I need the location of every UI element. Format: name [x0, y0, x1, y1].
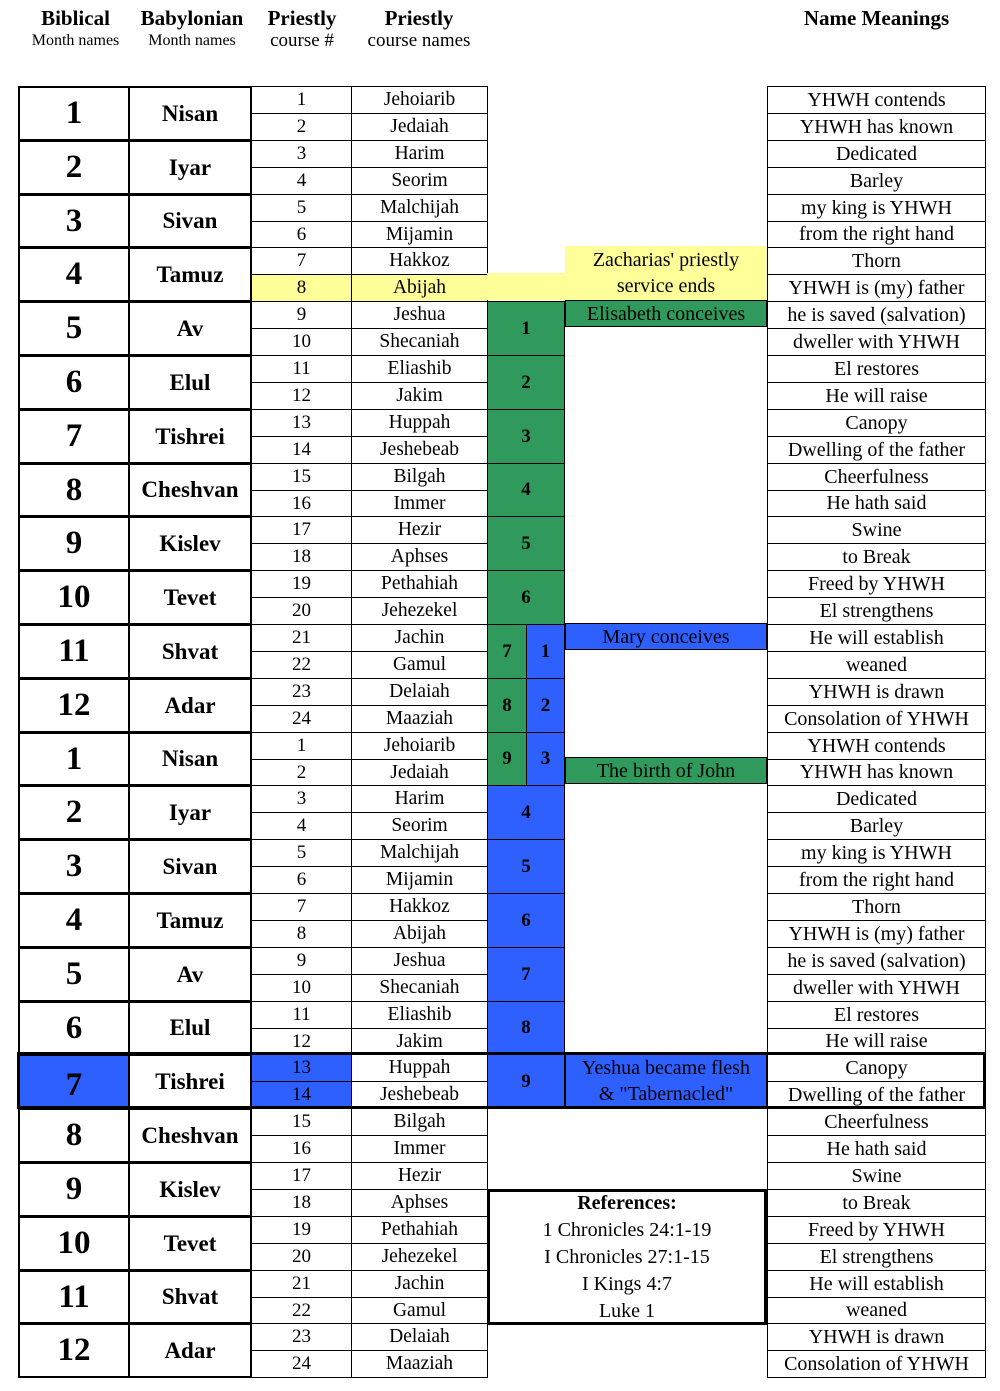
name-meaning: Consolation of YHWH [767, 705, 986, 733]
course-name: Huppah [351, 409, 488, 437]
name-meaning: YHWH is (my) father [767, 920, 986, 948]
course-number: 23 [251, 678, 352, 706]
course-number: 20 [251, 1243, 352, 1271]
month-name: Iyar [128, 785, 252, 840]
month-name: Cheshvan [128, 463, 252, 517]
course-name: Jehezekel [351, 597, 488, 625]
course-name: Immer [351, 490, 488, 517]
header-course-number-title: Priestly [267, 6, 337, 30]
name-meaning: to Break [767, 543, 986, 571]
course-name: Eliashib [351, 1001, 488, 1029]
course-number: 17 [251, 1162, 352, 1190]
header-meanings [767, 6, 986, 30]
mary-month-badge: 1 [526, 624, 565, 679]
header-course-name-title: Priestly [384, 6, 454, 30]
course-number: 18 [251, 543, 352, 571]
month-number: 3 [18, 194, 130, 248]
month-number: 4 [18, 893, 130, 948]
course-number: 12 [251, 382, 352, 410]
month-name: Adar [128, 678, 252, 733]
month-number: 10 [18, 570, 130, 625]
references-box [487, 1189, 767, 1325]
name-meaning: El restores [767, 355, 986, 383]
month-number: 9 [18, 1162, 130, 1217]
course-number: 10 [251, 974, 352, 1002]
name-meaning: YHWH is (my) father [767, 274, 986, 302]
course-number: 21 [251, 624, 352, 652]
name-meaning: Swine [767, 1162, 986, 1190]
name-meaning: Cheerfulness [767, 1108, 986, 1136]
name-meaning: He hath said [767, 490, 986, 517]
course-number: 2 [251, 113, 352, 141]
name-meaning: YHWH contends [767, 86, 986, 114]
month-name: Tamuz [128, 893, 252, 948]
course-number: 21 [251, 1270, 352, 1298]
name-meaning: El strengthens [767, 1243, 986, 1271]
course-number: 7 [251, 247, 352, 275]
month-name: Kislev [128, 1162, 252, 1217]
course-name: Bilgah [351, 1108, 488, 1136]
name-meaning: from the right hand [767, 866, 986, 894]
course-number: 4 [251, 812, 352, 840]
name-meaning: He will establish [767, 1270, 986, 1298]
course-number: 8 [251, 274, 352, 302]
name-meaning: from the right hand [767, 221, 986, 248]
elisabeth-month-badge: 7 [487, 624, 527, 679]
course-name: Malchijah [351, 194, 488, 222]
header-babylonian-sub: Month names [148, 32, 236, 49]
course-name: Aphses [351, 543, 488, 571]
month-number: 8 [18, 463, 130, 517]
course-number: 6 [251, 221, 352, 248]
elisabeth-month-badge: 5 [487, 516, 565, 571]
course-number: 19 [251, 1216, 352, 1244]
month-name: Sivan [128, 839, 252, 894]
name-meaning: Freed by YHWH [767, 1216, 986, 1244]
month-name: Av [128, 947, 252, 1002]
header-biblical-sub: Month names [31, 32, 120, 49]
birth-of-john-note: The birth of John [565, 757, 767, 784]
yeshua-note-line2: & "Tabernacled" [598, 1083, 734, 1105]
name-meaning: He will raise [767, 382, 986, 410]
month-number: 7 [18, 1054, 130, 1109]
month-name: Tishrei [128, 1054, 252, 1109]
mary-month-badge: 7 [487, 947, 565, 1002]
month-name: Tamuz [128, 247, 252, 302]
zacharias-service-note [565, 246, 767, 300]
mary-month-badge: 4 [487, 785, 565, 840]
month-name: Cheshvan [128, 1108, 252, 1163]
month-number: 11 [18, 1270, 130, 1324]
course-name: Eliashib [351, 355, 488, 383]
elisabeth-month-badge: 2 [487, 355, 565, 410]
course-number: 20 [251, 597, 352, 625]
elisabeth-month-badge: 8 [487, 678, 527, 733]
header-biblical [18, 6, 133, 52]
reference-item: 1 Chronicles 24:1-19 [542, 1218, 712, 1241]
course-number: 19 [251, 570, 352, 598]
month-number: 9 [18, 516, 130, 571]
name-meaning: Freed by YHWH [767, 570, 986, 598]
month-name: Nisan [128, 86, 252, 141]
yeshua-tabernacled-note [565, 1054, 767, 1108]
mary-month-badge: 6 [487, 893, 565, 948]
abijah-highlight-bridge [487, 273, 565, 300]
month-name: Nisan [128, 732, 252, 786]
course-number: 13 [251, 1054, 352, 1082]
course-name: Hezir [351, 1162, 488, 1190]
course-number: 3 [251, 140, 352, 168]
course-name: Jeshua [351, 301, 488, 329]
course-name: Jehoiarib [351, 732, 488, 760]
course-number: 11 [251, 355, 352, 383]
course-number: 4 [251, 167, 352, 195]
month-number: 12 [18, 678, 130, 733]
name-meaning: Thorn [767, 893, 986, 921]
mary-month-badge: 9 [487, 1054, 565, 1109]
name-meaning: Consolation of YHWH [767, 1350, 986, 1378]
mary-month-badge: 3 [526, 732, 565, 786]
course-name: Bilgah [351, 463, 488, 491]
course-name: Hezir [351, 516, 488, 544]
month-number: 8 [18, 1108, 130, 1163]
course-number: 5 [251, 194, 352, 222]
course-number: 14 [251, 1081, 352, 1109]
name-meaning: Dwelling of the father [767, 1081, 986, 1109]
course-name: Jeshebeab [351, 1081, 488, 1109]
course-number: 9 [251, 947, 352, 975]
header-babylonian [133, 6, 251, 52]
name-meaning: El restores [767, 1001, 986, 1029]
name-meaning: El strengthens [767, 597, 986, 625]
course-name: Jehezekel [351, 1243, 488, 1271]
course-name: Harim [351, 140, 488, 168]
course-name: Hakkoz [351, 247, 488, 275]
month-number: 7 [18, 409, 130, 464]
course-name: Pethahiah [351, 1216, 488, 1244]
name-meaning: Dedicated [767, 140, 986, 168]
reference-item: I Chronicles 27:1-15 [544, 1245, 710, 1268]
course-number: 3 [251, 785, 352, 813]
name-meaning: YHWH is drawn [767, 678, 986, 706]
name-meaning: my king is YHWH [767, 839, 986, 867]
course-number: 15 [251, 463, 352, 491]
course-name: Abijah [351, 274, 488, 302]
course-number: 24 [251, 705, 352, 733]
month-number: 1 [18, 732, 130, 786]
month-name: Av [128, 301, 252, 356]
mary-month-badge: 8 [487, 1001, 565, 1055]
course-name: Gamul [351, 651, 488, 679]
course-name: Jedaiah [351, 759, 488, 786]
name-meaning: Barley [767, 812, 986, 840]
name-meaning: Thorn [767, 247, 986, 275]
mary-month-badge: 2 [526, 678, 565, 733]
elisabeth-month-badge: 9 [487, 732, 527, 786]
course-number: 1 [251, 732, 352, 760]
course-number: 8 [251, 920, 352, 948]
course-name: Huppah [351, 1054, 488, 1082]
header-course-name-sub: course names [367, 30, 471, 51]
name-meaning: weaned [767, 1297, 986, 1324]
course-name: Abijah [351, 920, 488, 948]
reference-item: Luke 1 [598, 1299, 656, 1322]
course-name: Malchijah [351, 839, 488, 867]
course-name: Shecaniah [351, 974, 488, 1002]
month-number: 2 [18, 785, 130, 840]
yeshua-note-line1: Yeshua became flesh [582, 1057, 750, 1079]
name-meaning: dweller with YHWH [767, 328, 986, 356]
course-number: 15 [251, 1108, 352, 1136]
course-number: 18 [251, 1189, 352, 1217]
zacharias-note-line2: service ends [616, 275, 716, 297]
course-number: 10 [251, 328, 352, 356]
elisabeth-month-badge: 4 [487, 463, 565, 517]
name-meaning: YHWH contends [767, 732, 986, 760]
month-name: Kislev [128, 516, 252, 571]
name-meaning: my king is YHWH [767, 194, 986, 222]
month-name: Shvat [128, 624, 252, 679]
course-name: Jachin [351, 624, 488, 652]
course-name: Immer [351, 1135, 488, 1163]
header-babylonian-title: Babylonian [140, 6, 244, 30]
course-name: Hakkoz [351, 893, 488, 921]
course-number: 9 [251, 301, 352, 329]
course-number: 6 [251, 866, 352, 894]
name-meaning: Cheerfulness [767, 463, 986, 491]
name-meaning: dweller with YHWH [767, 974, 986, 1002]
month-name: Sivan [128, 194, 252, 248]
course-name: Maaziah [351, 705, 488, 733]
name-meaning: he is saved (salvation) [767, 947, 986, 975]
course-number: 12 [251, 1028, 352, 1055]
course-name: Harim [351, 785, 488, 813]
course-number: 14 [251, 436, 352, 464]
course-name: Jeshebeab [351, 436, 488, 464]
name-meaning: Dedicated [767, 785, 986, 813]
month-number: 4 [18, 247, 130, 302]
course-name: Jedaiah [351, 113, 488, 141]
header-course-number [251, 6, 353, 52]
name-meaning: YHWH is drawn [767, 1323, 986, 1351]
course-name: Jehoiarib [351, 86, 488, 114]
name-meaning: Canopy [767, 409, 986, 437]
name-meaning: He hath said [767, 1135, 986, 1163]
month-number: 3 [18, 839, 130, 894]
name-meaning: He will establish [767, 624, 986, 652]
references-title: References: [577, 1191, 677, 1214]
header-course-name [351, 6, 487, 52]
elisabeth-month-badge: 6 [487, 570, 565, 625]
course-number: 16 [251, 490, 352, 517]
name-meaning: to Break [767, 1189, 986, 1217]
course-number: 11 [251, 1001, 352, 1029]
reference-item: I Kings 4:7 [582, 1272, 672, 1295]
name-meaning: YHWH has known [767, 759, 986, 786]
course-name: Seorim [351, 167, 488, 195]
course-name: Maaziah [351, 1350, 488, 1378]
course-name: Gamul [351, 1297, 488, 1324]
course-number: 17 [251, 516, 352, 544]
month-name: Iyar [128, 140, 252, 195]
course-number: 24 [251, 1350, 352, 1378]
name-meaning: Canopy [767, 1054, 986, 1082]
course-name: Jeshua [351, 947, 488, 975]
name-meaning: He will raise [767, 1028, 986, 1055]
course-name: Mijamin [351, 221, 488, 248]
course-name: Jakim [351, 382, 488, 410]
course-name: Aphses [351, 1189, 488, 1217]
course-number: 1 [251, 86, 352, 114]
header-biblical-title: Biblical [41, 6, 110, 30]
header-meanings-title: Name Meanings [803, 6, 950, 30]
course-name: Delaiah [351, 678, 488, 706]
course-number: 22 [251, 1297, 352, 1324]
month-name: Elul [128, 1001, 252, 1055]
month-name: Tevet [128, 570, 252, 625]
month-name: Adar [128, 1323, 252, 1378]
name-meaning: YHWH has known [767, 113, 986, 141]
name-meaning: Barley [767, 167, 986, 195]
course-name: Jakim [351, 1028, 488, 1055]
course-name: Pethahiah [351, 570, 488, 598]
name-meaning: he is saved (salvation) [767, 301, 986, 329]
mary-month-badge: 5 [487, 839, 565, 894]
month-number: 6 [18, 355, 130, 410]
course-number: 13 [251, 409, 352, 437]
month-number: 1 [18, 86, 130, 141]
month-number: 5 [18, 947, 130, 1002]
course-name: Jachin [351, 1270, 488, 1298]
course-number: 7 [251, 893, 352, 921]
month-number: 2 [18, 140, 130, 195]
course-number: 16 [251, 1135, 352, 1163]
month-number: 5 [18, 301, 130, 356]
course-name: Mijamin [351, 866, 488, 894]
month-name: Elul [128, 355, 252, 410]
header-course-number-sub: course # [270, 30, 334, 51]
month-number: 12 [18, 1323, 130, 1378]
course-number: 2 [251, 759, 352, 786]
course-name: Delaiah [351, 1323, 488, 1351]
name-meaning: Dwelling of the father [767, 436, 986, 464]
course-number: 5 [251, 839, 352, 867]
month-name: Tevet [128, 1216, 252, 1271]
elisabeth-conceives-note: Elisabeth conceives [565, 300, 767, 327]
month-number: 6 [18, 1001, 130, 1055]
month-number: 11 [18, 624, 130, 679]
course-name: Seorim [351, 812, 488, 840]
zacharias-note-line1: Zacharias' priestly [592, 249, 740, 271]
elisabeth-month-badge: 3 [487, 409, 565, 464]
month-number: 10 [18, 1216, 130, 1271]
course-name: Shecaniah [351, 328, 488, 356]
month-name: Tishrei [128, 409, 252, 464]
name-meaning: Swine [767, 516, 986, 544]
course-number: 23 [251, 1323, 352, 1351]
month-name: Shvat [128, 1270, 252, 1324]
course-number: 22 [251, 651, 352, 679]
elisabeth-month-badge: 1 [487, 301, 565, 356]
name-meaning: weaned [767, 651, 986, 679]
mary-conceives-note: Mary conceives [565, 623, 767, 650]
